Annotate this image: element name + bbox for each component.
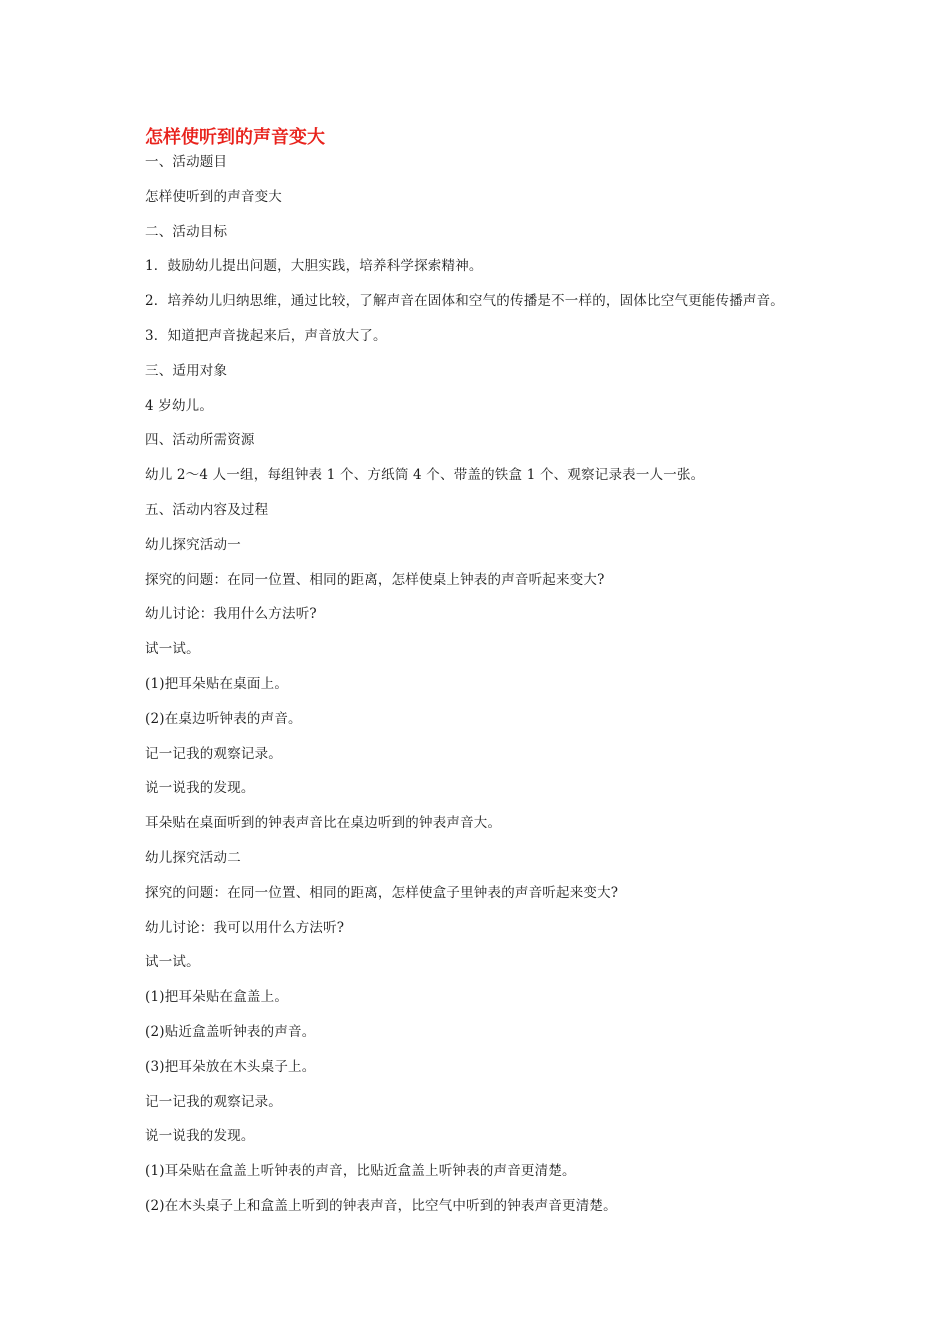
- section-heading-1: 一、活动题目: [145, 154, 228, 170]
- activity-one-record: 记一记我的观察记录。: [145, 745, 282, 762]
- document-title: 怎样使听到的声音变大: [145, 127, 325, 148]
- goal-item-3: 3．知道把声音拢起来后，声音放大了。: [145, 327, 387, 344]
- activity-two-try: 试一试。: [145, 954, 200, 971]
- activity-one-step-1: (1)把耳朵贴在桌面上。: [145, 675, 289, 692]
- activity-two-discussion: 幼儿讨论：我可以用什么方法听?: [145, 919, 345, 936]
- activity-one-try: 试一试。: [145, 641, 200, 658]
- activity-two-record: 记一记我的观察记录。: [145, 1093, 282, 1110]
- activity-two-step-2: (2)贴近盒盖听钟表的声音。: [145, 1023, 316, 1040]
- activity-two-result-2: (2)在木头桌子上和盒盖上听到的钟表声音，比空气中听到的钟表声音更清楚。: [145, 1197, 617, 1214]
- activity-topic: 怎样使听到的声音变大: [145, 188, 282, 205]
- target-audience: 4 岁幼儿。: [145, 397, 214, 414]
- activity-one-discussion: 幼儿讨论：我用什么方法听?: [145, 606, 317, 623]
- activity-two-discovery: 说一说我的发现。: [145, 1128, 255, 1145]
- section-heading-2: 二、活动目标: [145, 223, 228, 240]
- activity-two-question: 探究的问题：在同一位置、相同的距离，怎样使盒子里钟表的声音听起来变大?: [145, 884, 619, 901]
- document-page: [145, 124, 845, 1231]
- activity-one-result: 耳朵贴在桌面听到的钟表声音比在桌边听到的钟表声音大。: [145, 815, 502, 832]
- goal-item-2: 2．培养幼儿归纳思维，通过比较，了解声音在固体和空气的传播是不一样的，固体比空气更能传播声音。: [145, 293, 784, 310]
- activity-one-question: 探究的问题：在同一位置、相同的距离，怎样使桌上钟表的声音听起来变大?: [145, 571, 605, 588]
- section-heading-4: 四、活动所需资源: [145, 432, 255, 449]
- activity-one-step-2: (2)在桌边听钟表的声音。: [145, 710, 302, 727]
- activity-two-step-1: (1)把耳朵贴在盒盖上。: [145, 989, 289, 1006]
- section-heading-3: 三、适用对象: [145, 362, 228, 379]
- goal-item-1: 1．鼓励幼儿提出问题，大胆实践，培养科学探索精神。: [145, 258, 483, 275]
- activity-one-discovery: 说一说我的发现。: [145, 780, 255, 797]
- resources-text: 幼儿 2～4 人一组，每组钟表 1 个、方纸筒 4 个、带盖的铁盒 1 个、观察记录表一人一张。: [145, 467, 705, 484]
- document-body: [145, 152, 845, 1231]
- section-heading-5: 五、活动内容及过程: [145, 501, 269, 518]
- activity-one-heading: 幼儿探究活动一: [145, 536, 241, 553]
- activity-two-heading: 幼儿探究活动二: [145, 849, 241, 866]
- activity-two-step-3: (3)把耳朵放在木头桌子上。: [145, 1058, 316, 1075]
- activity-two-result-1: (1)耳朵贴在盒盖上听钟表的声音，比贴近盒盖上听钟表的声音更清楚。: [145, 1163, 576, 1180]
